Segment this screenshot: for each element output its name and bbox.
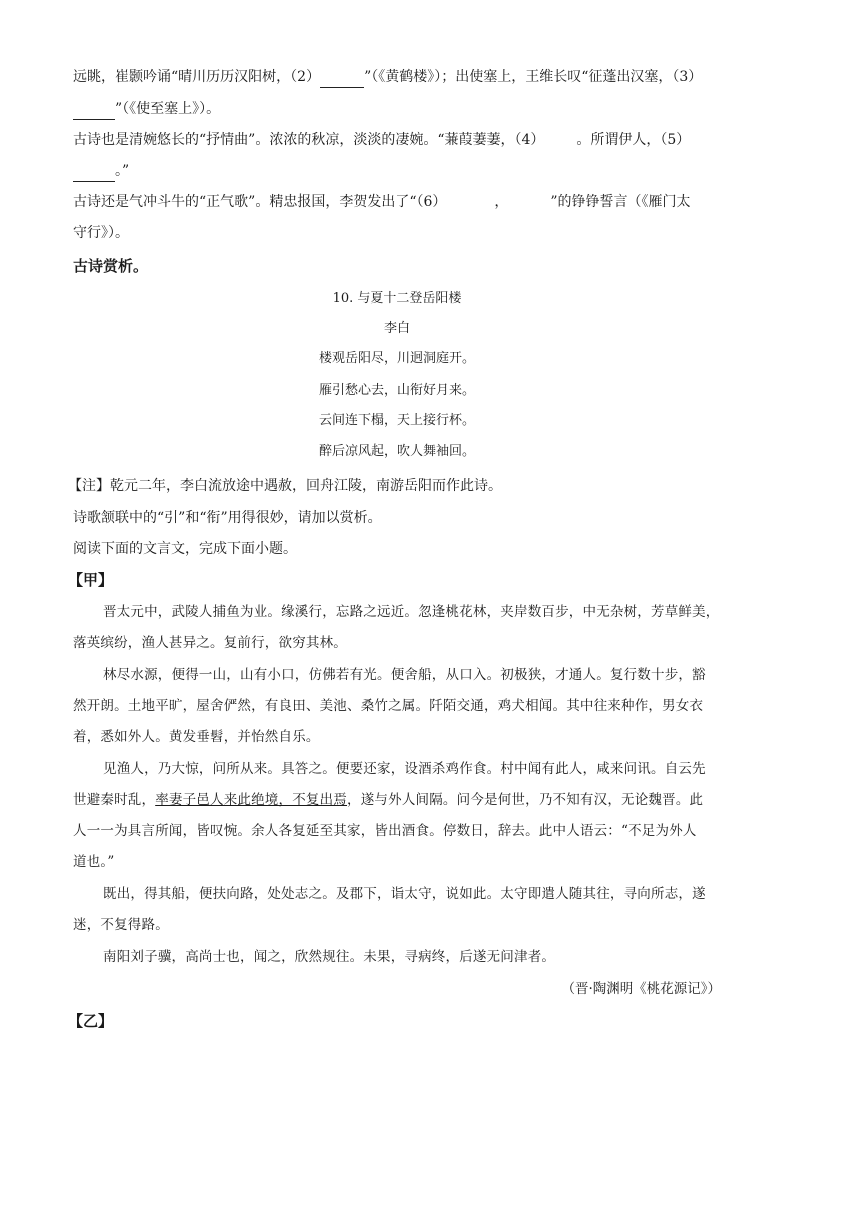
answer-blank-5[interactable] xyxy=(73,161,115,182)
passage-line: 南阳刘子骥，高尚士也，闻之，欣然规往。未果，寻病终，后遂无问津者。 xyxy=(103,949,556,965)
answer-blank-4[interactable] xyxy=(544,130,576,150)
text-segment: ，遂与外人间隔。问今是何世，乃不知有汉，无论魏晋。此 xyxy=(347,792,704,808)
fill-in-line-6 xyxy=(73,223,129,243)
poem-line: 醉后凉风起，吹人舞袖回。 xyxy=(318,444,475,459)
passage-line: 见渔人，乃大惊，问所从来。具答之。便要还家，设酒杀鸡作食。村中闻有此人，咸来问讯。自云先 xyxy=(103,761,706,777)
passage-line: 人一一为具言所闻，皆叹惋。余人各复延至其家，皆出酒食。停数日，辞去。此中人语云：“不足为外人 xyxy=(73,823,697,839)
poem-title: 10. 与夏十二登岳阳楼 xyxy=(332,291,462,306)
text-segment: 远眺，崔颢吟诵“晴川历历汉阳树，（2） xyxy=(73,69,321,85)
poem-line: 雁引愁心去，山衔好月来。 xyxy=(318,383,475,398)
poem-line: 云间连下榻，天上接行杯。 xyxy=(318,413,475,428)
fill-in-line-5 xyxy=(73,192,691,212)
passage-line: 道也。” xyxy=(73,854,115,870)
poem-line: 楼观岳阳尽，川迥洞庭开。 xyxy=(318,351,475,366)
section-title: 古诗赏析。 xyxy=(73,257,149,275)
poem-author: 李白 xyxy=(383,321,410,336)
text-segment: 守行》）。 xyxy=(73,225,129,241)
passage-line: 然开朗。土地平旷，屋舍俨然，有良田、美池、桑竹之属。阡陌交通，鸡犬相闻。其中往来种作，男女衣 xyxy=(73,698,704,714)
fill-in-line-4 xyxy=(73,161,129,182)
text-segment: ”（《使至塞上》）。 xyxy=(115,101,221,117)
answer-blank-2[interactable] xyxy=(320,67,364,88)
section-label-yi: 【乙】 xyxy=(68,1012,114,1030)
section-label-jia: 【甲】 xyxy=(68,571,114,589)
answer-blank-3[interactable] xyxy=(73,99,115,120)
text-segment: ”（《黄鹤楼》）；出使塞上，王维长叹“征蓬出汉塞，（3） xyxy=(364,69,703,85)
passage-line: 既出，得其船，便扶向路，处处志之。及郡下，诣太守，说如此。太守即遣人随其往，寻向所志，遂 xyxy=(103,886,706,902)
question-text: 诗歌颔联中的“引”和“衔”用得很妙，请加以赏析。 xyxy=(73,510,382,526)
passage-line xyxy=(73,790,703,810)
passage-line: 着，悉如外人。黄发垂髫，并怡然自乐。 xyxy=(73,729,320,745)
passage-source: （晋·陶渊明《桃花源记》） xyxy=(561,981,721,997)
text-segment: ， xyxy=(494,194,509,210)
instruction-text: 阅读下面的文言文，完成下面小题。 xyxy=(73,541,297,557)
text-segment: 世避秦时乱， xyxy=(73,792,156,808)
text-segment: 古诗还是气冲斗牛的“正气歌”。精忠报国，李贺发出了“（6） xyxy=(73,194,447,210)
text-segment: 古诗也是清婉悠长的“抒情曲”。浓浓的秋凉，淡淡的凄婉。“蒹葭萋萋，（4） xyxy=(73,132,545,148)
fill-in-line-1 xyxy=(73,67,702,88)
passage-line: 迷，不复得路。 xyxy=(73,917,169,933)
passage-line: 落英缤纷，渔人甚异之。复前行，欲穷其林。 xyxy=(73,635,347,651)
passage-line: 林尽水源，便得一山，山有小口，仿佛若有光。便舍船，从口入。初极狭，才通人。复行数十步，豁 xyxy=(103,667,706,683)
answer-blank-6a[interactable] xyxy=(446,192,494,212)
passage-line: 晋太元中，武陵人捕鱼为业。缘溪行，忘路之远近。忽逢桃花林，夹岸数百步，中无杂树，芳草鲜美， xyxy=(103,604,720,620)
text-segment: 。” xyxy=(115,163,130,179)
text-segment: 。所谓伊人，（5） xyxy=(576,132,691,148)
poem-note: 【注】乾元二年，李白流放途中遇赦，回舟江陵，南游岳阳而作此诗。 xyxy=(68,478,502,494)
underlined-sentence: 率妻子邑人来此绝境，不复出焉 xyxy=(155,792,348,808)
answer-blank-6b[interactable] xyxy=(508,192,550,212)
text-segment: ”的铮铮誓言（《雁门太 xyxy=(550,194,691,210)
fill-in-line-3 xyxy=(73,130,690,150)
fill-in-line-2 xyxy=(73,99,220,120)
